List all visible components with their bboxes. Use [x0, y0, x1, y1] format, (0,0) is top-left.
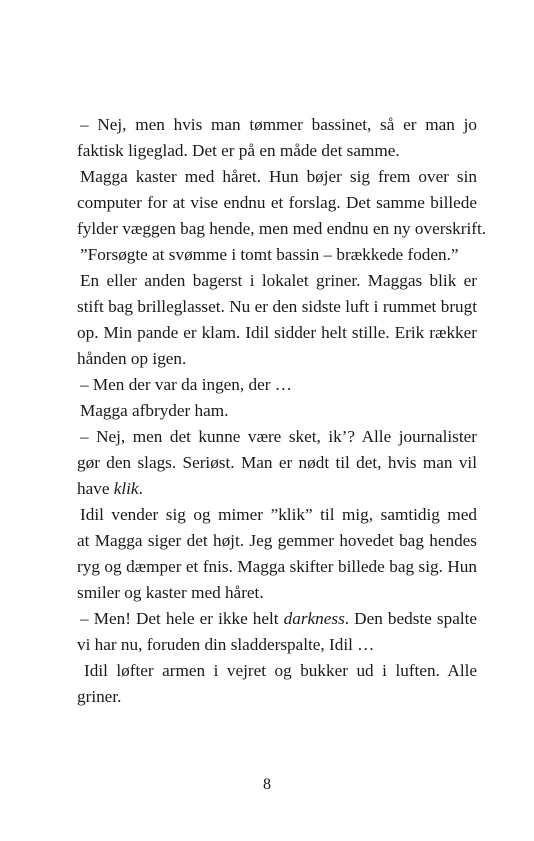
- text-line: – Men der var da ingen, der …: [80, 375, 292, 394]
- text-line: gør den slags. Seriøst. Man er nødt til det, hvis man vil: [77, 453, 477, 472]
- text-line: [77, 606, 477, 632]
- text-line: ryg og dæmper et fnis. Magga skifter billede bag sig. Hun: [77, 557, 477, 576]
- text-line: – Nej, men det kunne være sket, ik’? Alle journalister: [80, 427, 477, 446]
- text-line: – Nej, men hvis man tømmer bassinet, så er man jo: [80, 115, 477, 134]
- text-line: vi har nu, foruden din sladderspalte, Idil …: [77, 635, 375, 654]
- text-line: at Magga siger det højt. Jeg gemmer hovedet bag hendes: [77, 531, 477, 550]
- text-line: En eller anden bagerst i lokalet griner. Maggas blik er: [80, 271, 477, 290]
- text-line: Magga kaster med håret. Hun bøjer sig frem over sin: [80, 167, 477, 186]
- body-text: [77, 112, 487, 710]
- text-fragment: – Men! Det hele er ikke helt: [80, 609, 284, 628]
- text-line: faktisk ligeglad. Det er på en måde det samme.: [77, 141, 400, 160]
- page-number: 8: [263, 776, 271, 793]
- text-line: hånden op igen.: [77, 349, 187, 368]
- text-fragment: have: [77, 479, 114, 498]
- text-line: ”Forsøgte at svømme i tomt bassin – brækkede foden.”: [80, 245, 459, 264]
- text-line: Idil vender sig og mimer ”klik” til mig, samtidig med: [80, 505, 477, 524]
- text-line: smiler og kaster med håret.: [77, 583, 264, 602]
- italic-text: darkness: [283, 609, 345, 628]
- text-line: stift bag brilleglasset. Nu er den sidste luft i rummet brugt: [77, 297, 477, 316]
- italic-text: klik: [113, 479, 139, 498]
- text-fragment: . Den bedste spalte: [344, 609, 478, 628]
- text-line: computer for at vise endnu et forslag. Det samme billede: [77, 193, 477, 212]
- text-fragment: .: [138, 479, 143, 498]
- text-line: Idil løfter armen i vejret og bukker ud i luften. Alle: [84, 661, 477, 680]
- text-line: Magga afbryder ham.: [80, 401, 229, 420]
- text-line: griner.: [77, 687, 122, 706]
- text-line: op. Min pande er klam. Idil sidder helt stille. Erik rækker: [77, 323, 477, 342]
- text-line: [77, 476, 477, 502]
- text-line: fylder væggen bag hende, men med endnu en ny overskrift.: [77, 219, 487, 238]
